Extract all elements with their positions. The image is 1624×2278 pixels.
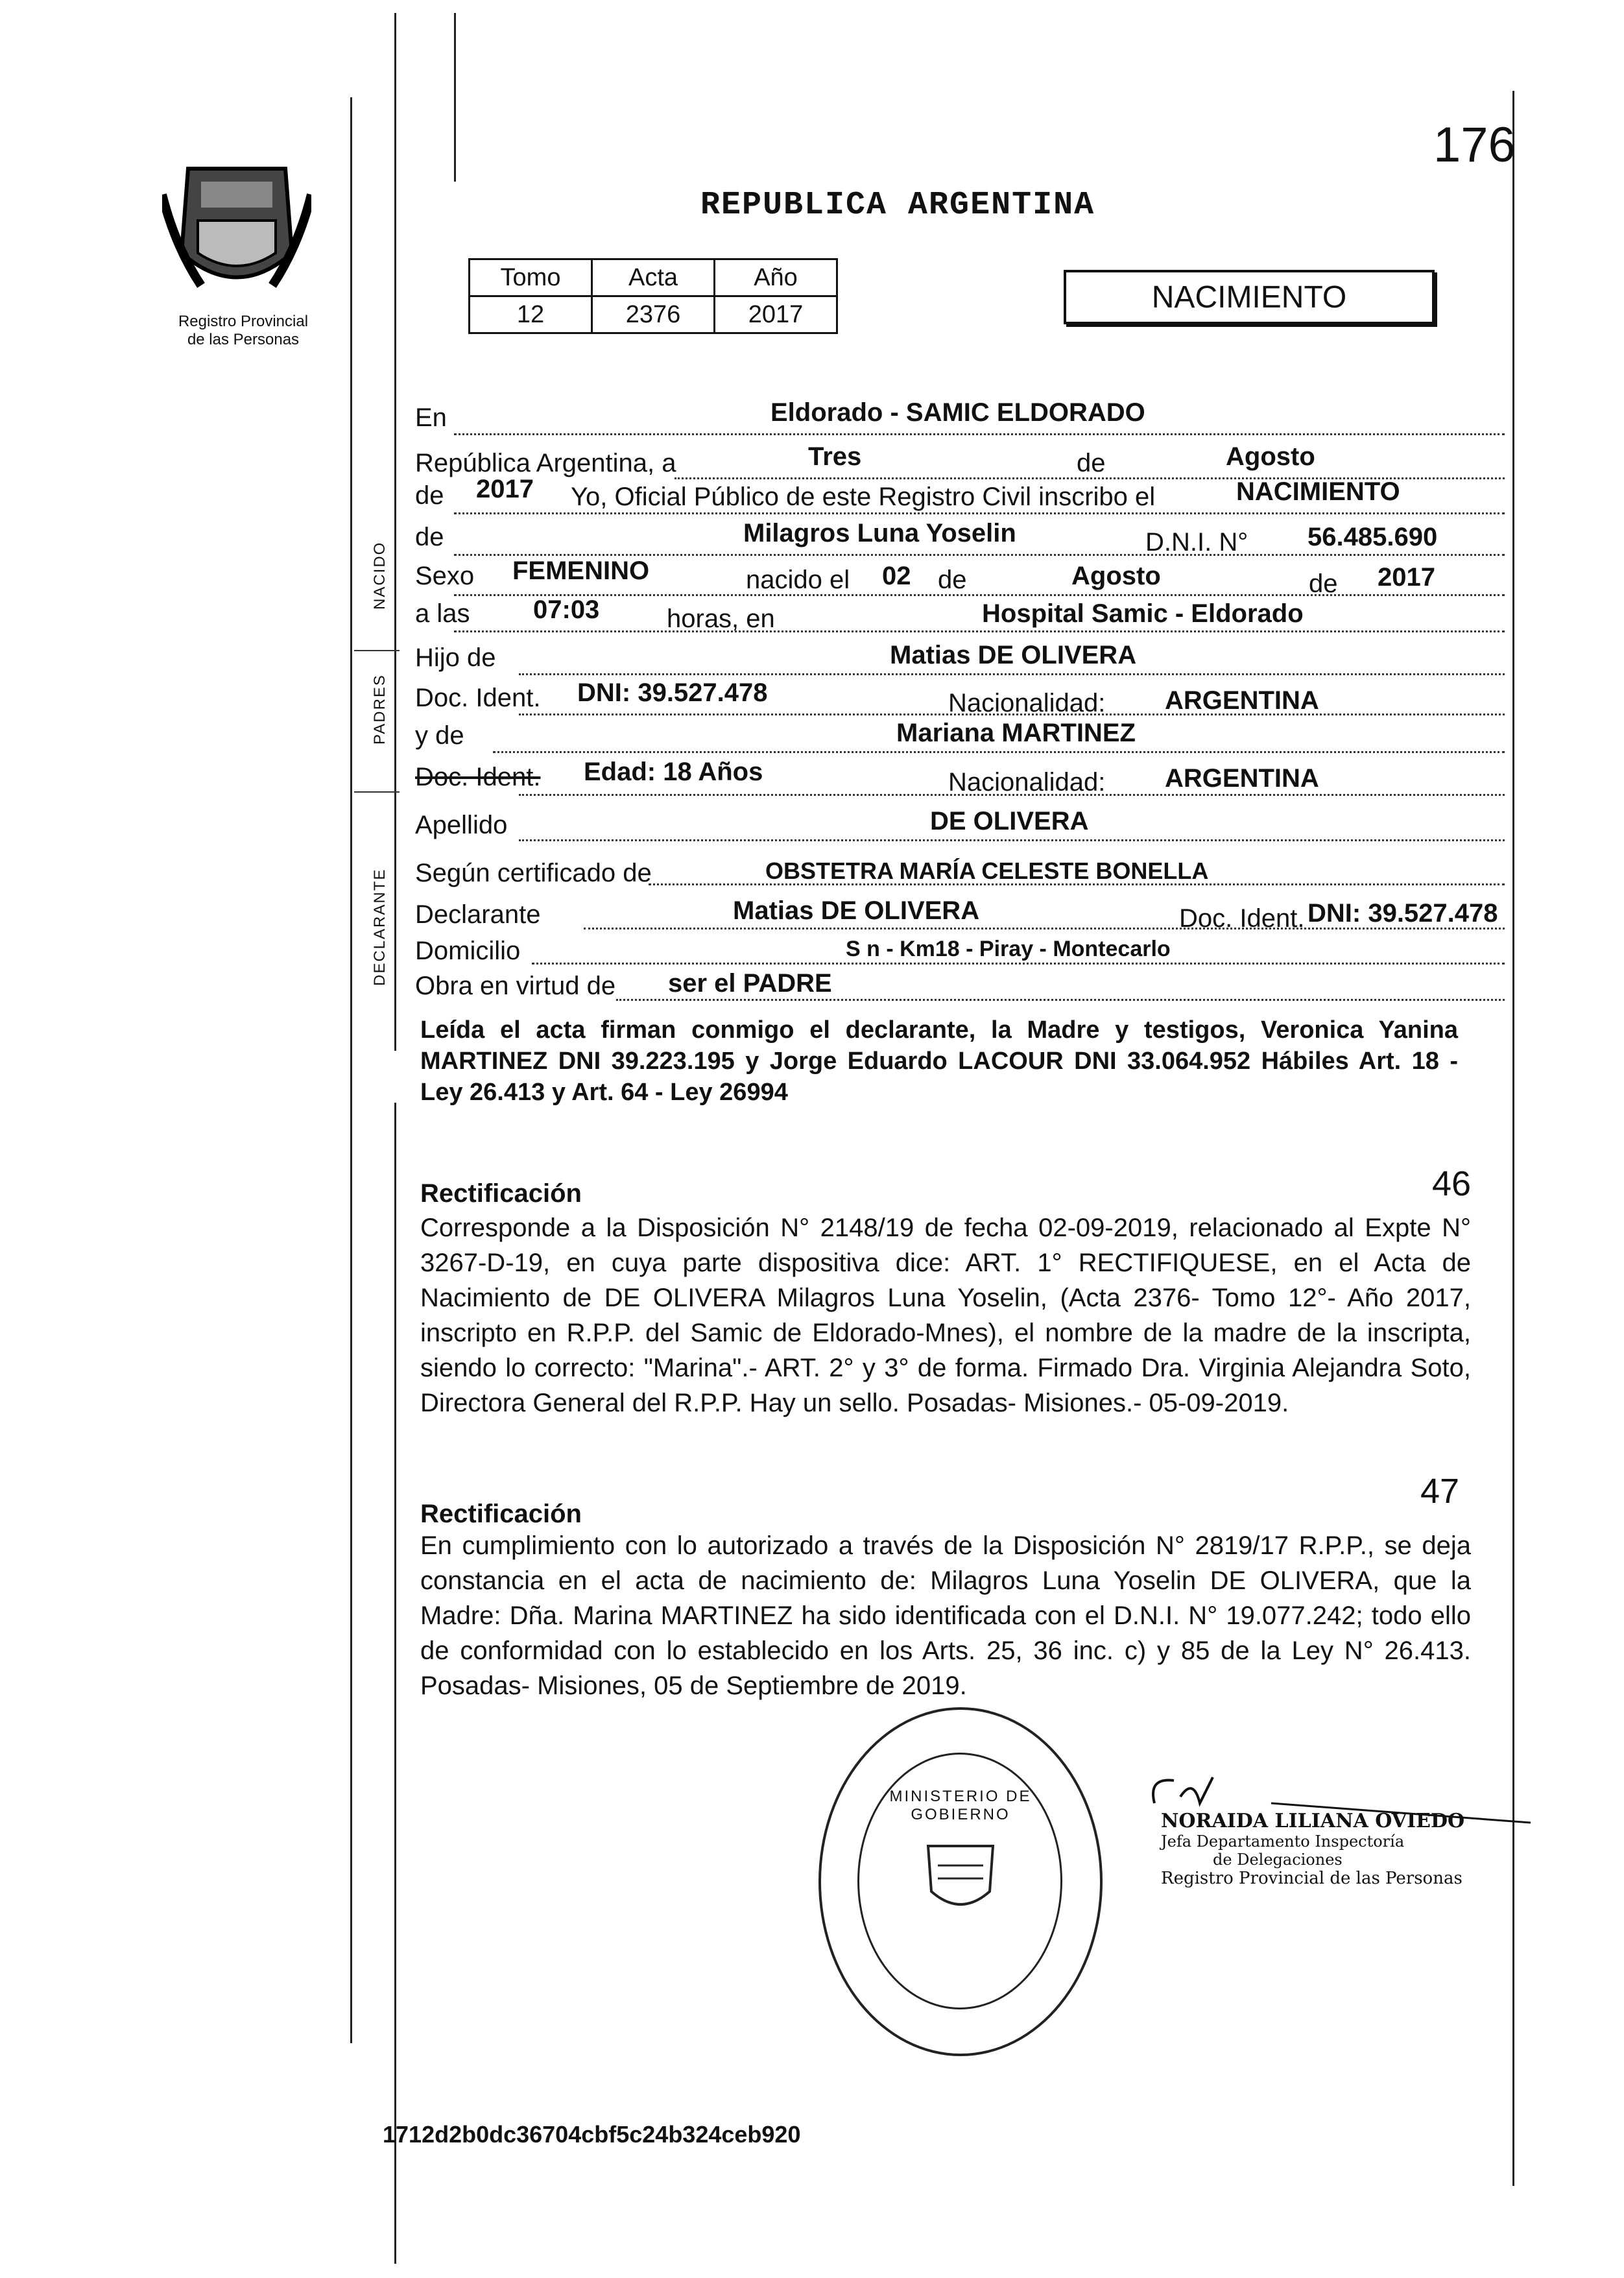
registry-logo (162, 156, 311, 305)
form-line (584, 928, 1505, 929)
official-stamp (818, 1707, 1103, 2056)
birth-place-value: Hospital Samic - Eldorado (982, 599, 1304, 628)
declarant-value: Matias DE OLIVERA (733, 896, 980, 925)
y-de-label: y de (415, 721, 464, 750)
reason-value: ser el PADRE (668, 969, 832, 998)
de-label: de (415, 523, 444, 551)
rectification-title: Rectificación (420, 1179, 582, 1208)
certificado-label: Según certificado de (415, 859, 652, 887)
rectification-text: Corresponde a la Disposición N° 2148/19 de fecha 02-09-2019, relacionado al Expte N° 3267-D-19, en cuya parte dispositiva dice: ART. 1° RECTIFIQUESE, en el Acta de Nacimiento de DE OLIVERA Milagros Luna Yoselin, (Acta 2376- Tomo 12°- Año 2017, inscripto en R.P.P. del Samic de Eldorado-Mnes), el nombre de la madre de la inscripta, siendo lo correcto: "Marina".- ART. 2° y 3° de forma. Firmado Dra. Virginia Alejandra Soto, Directora General del R.P.P. Hay un sello. Posadas- Misiones.- 05-09-2019. (420, 1214, 1471, 1417)
page-right-edge (1512, 91, 1514, 2186)
stamp-coat-icon (918, 1840, 1003, 1917)
logo-caption: Registro Provincial de las Personas (178, 313, 309, 348)
doc-ident-label: Doc. Ident. (1179, 904, 1305, 933)
form-line (519, 713, 1505, 715)
rectification-number: 46 (1432, 1164, 1472, 1203)
de-label: de (1077, 449, 1106, 477)
registration-table (468, 258, 838, 334)
rectification-text: En cumplimiento con lo autorizado a través de la Disposición N° 2819/17 R.P.P., se deja constancia en el acta de nacimiento de: Milagros Luna Yoselin DE OLIVERA, que la Madre: Dña. Marina MARTINEZ ha sido identificada con el D.N.I. N° 19.077.242; todo ello de conformidad con lo establecido en los Arts. 25, 36 inc. c) y 85 de la Ley N° 26.413. Posadas- Misiones, 05 de Septiembre de 2019. (420, 1531, 1471, 1700)
a-las-label: a las (415, 599, 470, 628)
form-line (519, 673, 1505, 675)
yo-text: Yo, Oficial Público de este Registro Civil inscribo el (571, 483, 1156, 511)
form-line (454, 512, 1505, 514)
hijo-label: Hijo de (415, 643, 496, 672)
rectification-number: 47 (1420, 1472, 1460, 1511)
declarant-doc-value: DNI: 39.527.478 (1308, 899, 1498, 928)
signer-title: de Delegaciones (1213, 1851, 1343, 1869)
signer-title: Jefa Departamento Inspectoría (1161, 1832, 1405, 1851)
domicilio-label: Domicilio (415, 937, 521, 965)
side-label-padres: PADRES (371, 674, 388, 745)
father-value: Matias DE OLIVERA (890, 641, 1137, 669)
address-value: S n - Km18 - Piray - Montecarlo (846, 937, 1171, 961)
table-cell: 2376 (592, 296, 715, 333)
act-type-box (1064, 270, 1435, 324)
en-label: En (415, 403, 447, 432)
year-value: 2017 (476, 475, 534, 503)
margin-line-left-2 (394, 13, 396, 1051)
table-cell: 12 (470, 296, 592, 333)
place-value: Eldorado - SAMIC ELDORADO (770, 398, 1145, 427)
mother-nationality-value: ARGENTINA (1165, 764, 1319, 793)
table-header: Año (715, 259, 837, 296)
signer-title: Registro Provincial de las Personas (1161, 1869, 1463, 1888)
form-line (454, 433, 1505, 435)
de-label: de (938, 566, 967, 594)
table-header: Tomo (470, 259, 592, 296)
father-nationality-value: ARGENTINA (1165, 686, 1319, 715)
dni-value: 56.485.690 (1308, 523, 1438, 551)
stamp-inner-text: MINISTERIO DE GOBIERNO (889, 1788, 1032, 1823)
page-title: REPUBLICA ARGENTINA (700, 187, 1095, 224)
table-cell: 2017 (715, 296, 837, 333)
act-type-label: NACIMIENTO (1151, 280, 1347, 315)
section-divider (354, 791, 400, 793)
side-label-declarante: DECLARANTE (371, 868, 388, 986)
republica-label: República Argentina, a (415, 449, 676, 477)
birth-month-value: Agosto (1071, 562, 1161, 590)
nacionalidad-label: Nacionalidad: (948, 768, 1106, 797)
signer-name: NORAIDA LILIANA OVIEDO (1161, 1810, 1465, 1832)
act-value: NACIMIENTO (1236, 477, 1400, 506)
de-label: de (1309, 570, 1338, 598)
rectification-title: Rectificación (420, 1500, 582, 1528)
birth-year-value: 2017 (1378, 563, 1435, 592)
margin-line-bottom (394, 1103, 396, 2264)
sexo-label: Sexo (415, 562, 475, 590)
form-line (532, 963, 1505, 965)
nacido-label: nacido el (746, 566, 850, 594)
obra-label: Obra en virtud de (415, 972, 616, 1000)
form-line (519, 794, 1505, 796)
form-line (454, 594, 1505, 596)
sex-value: FEMENINO (512, 557, 650, 585)
table-header: Acta (592, 259, 715, 296)
section-divider (354, 650, 400, 651)
declarante-label: Declarante (415, 900, 541, 929)
mother-doc-value: Edad: 18 Años (584, 758, 763, 786)
time-value: 07:03 (533, 595, 600, 624)
month-value: Agosto (1226, 442, 1315, 471)
nacionalidad-label: Nacionalidad: (948, 689, 1106, 717)
signature-block (1161, 1810, 1464, 1888)
form-line (454, 554, 1505, 556)
doc-ident-label: Doc. Ident. (415, 684, 541, 712)
signing-statement: Leída el acta firman conmigo el declarante, la Madre y testigos, Veronica Yanina MARTINEZ DNI 39.223.195 y Jorge Eduardo LACOUR DNI 33.064.952 Hábiles Art. 18 - Ley 26.413 y Art. 64 - Ley 26994 (420, 1016, 1458, 1106)
mother-value: Mariana MARTINEZ (896, 719, 1136, 747)
form-line (649, 883, 1505, 885)
birth-day-value: 02 (882, 562, 911, 590)
form-line (616, 999, 1505, 1001)
document-hash: 1712d2b0dc36704cbf5c24b324ceb920 (383, 2121, 801, 2148)
page-number: 176 (1433, 117, 1516, 173)
dni-label: D.N.I. N° (1145, 528, 1248, 557)
surname-value: DE OLIVERA (930, 807, 1089, 835)
apellido-label: Apellido (415, 811, 508, 839)
day-value: Tres (808, 442, 862, 471)
side-label-nacido: NACIDO (371, 541, 388, 610)
name-value: Milagros Luna Yoselin (743, 519, 1016, 547)
form-line (454, 630, 1505, 632)
margin-line-left (350, 97, 352, 2043)
doc-ident-struck-label: Doc. Ident. (415, 763, 541, 791)
certificate-value: OBSTETRA MARÍA CELESTE BONELLA (765, 857, 1209, 884)
form-line (519, 839, 1505, 841)
father-doc-value: DNI: 39.527.478 (577, 678, 768, 707)
form-line (493, 751, 1505, 753)
margin-line-right-inner (454, 13, 456, 182)
horas-label: horas, en (667, 605, 775, 633)
de-label: de (415, 481, 444, 510)
